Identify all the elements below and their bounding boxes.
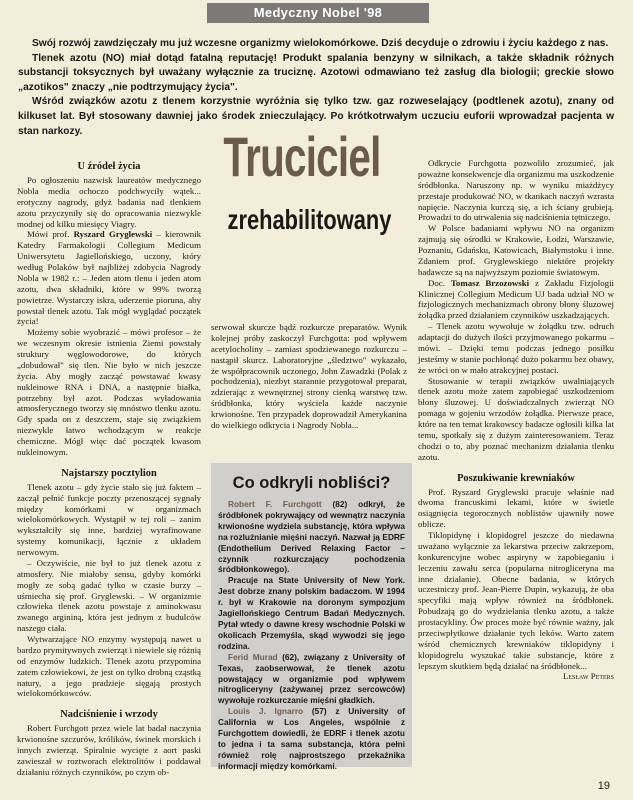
- lead-line-1: Swój rozwój zawdzięczały mu już wczesne organizmy wielokomórkowe. Dziś decyduje o zdrowiu i życiu każdego z nas.: [32, 38, 609, 49]
- laureate-name: Ferid Murad: [228, 651, 278, 662]
- col1-p7: Robert Furchgott przez wiele lat badał naczynia krwionośne szczurów, królików, świnek morskich i innych zwierząt. Spiralnie wycięte z aort paski zawieszał w roztworach elektrolitów i poddawał działaniu różnych czynników, po czym ob-: [17, 723, 201, 777]
- sidebar-entry: Robert F. Furchgott (82) odkrył, że śródbłonek pokrywający od wewnątrz naczynia krwionośne wydziela substancję, która wpływa na rozluźnianie mięśni naczyń. Nazwał ją EDRF (Endothelium Derived Relaxing Factor – czynnik rozkurczający pochodzenia śródbłonkowego).: [218, 499, 405, 575]
- col3-p7: Tiklopidynę i klopidogrel jeszcze do niedawna uważano wyłącznie za lekarstwa przeciw zakrzepom, konkurencyjne wobec aspiryny w zapobieganiu i leczeniu zawału serca (popularna nitrogliceryna ma inne działanie). Obecne badania, w których uczestniczy prof. Jean-Pierre Dupin, wykazują, że oba specyfiki mają wpływ również na śródbłonek. Pobudzają go do wydzielania tlenku azotu, a także prostacykliny. Ów proces może być równie ważny, jak przeciwpłytkowe działanie tych leków. Warto zatem wśród chemicznych krewniaków tiklopidyny i klopidogrelu wyszukać takie substancje, które z lepszym skutkiem będą działać na śródbłonek...: [418, 530, 614, 671]
- col3-p4: – Tlenek azotu wywołuje w żołądku tzw. odruch adaptacji do dużych ilości przyjmowanego pokarmu – mówi. – Dzięki temu podczas jednego posiłku jesteśmy w stanie pochłonąć dużo pokarmu bez obawy, że wróci on w mało atrakcyjnej postaci.: [418, 321, 614, 375]
- sidebar-box: [211, 463, 412, 771]
- col3-p2: W Polsce badaniami wpływu NO na organizm zajmują się ośrodki w Krakowie, Łodzi, Warszawie, Poznaniu, Gdańsku, Katowicach, Białymstoku i inne. Zdaniem prof. Gryglewskiego niektóre projekty badawcze są na najwyższym poziomie światowym.: [418, 223, 614, 277]
- col3-p6: Prof. Ryszard Gryglewski pracuje właśnie nad dwoma francuskimi lekami, które w świetle osiągnięcia tegorocznych noblistów ujawniły nowe oblicze.: [418, 486, 614, 530]
- lead-paragraph: [18, 37, 614, 139]
- column-left: [17, 160, 201, 778]
- page-number: 19: [597, 780, 610, 792]
- sidebar-entry: Ferid Murad (62), związany z University of Texas, zaobserwował, że tlenek azotu powstający w organizmie pod wpływem nitrogliceryny (zażywanej przez sercowców) wywołuje rozkurczanie mięśni gładkich.: [218, 651, 405, 706]
- col1-p2: Mówi prof. Ryszard Gryglewski – kierownik Katedry Farmakologii Collegium Medicum Uniwersytetu Jagiellońskiego, uczony, który według Polaków był najbliżej zdobycia Nagrody Nobla w 1982 r.: – Jeden atom tlenu i jeden atom azotu, dwa składniki, które w 99% tworzą powietrze. Wystarczy iskra, uderzenie pioruna, aby powstał tlenek azotu. Tak mógł wyglądać początek życia!: [17, 229, 202, 327]
- laureate-name: Louis J. Ignarro: [228, 706, 304, 717]
- lead-line-3: Wśród związków azotu z tlenem korzystnie wyróżnia się tylko tzw. gaz rozweselający (podtlenek azotu), znany od kilkuset lat. Był stosowany dawniej jako środek znieczulający. Po krótkotrwałym uczuciu euforii wprowadzał pacjenta w stan narkozy.: [18, 96, 614, 137]
- sidebar-title: Co odkryli nobliści?: [232, 474, 391, 492]
- laureate-name: Robert F. Furchgott: [228, 499, 322, 509]
- sidebar-body: [218, 499, 405, 772]
- lead-line-2: Tlenek azotu (NO) miał dotąd fatalną reputację! Produkt spalania benzyny w silnikach, a także składnik różnych substancji toksycznych był uważany wyłącznie za truciznę. Azotowi odmawiano też zasług dla biologii; greckie słowo „azotikos" znaczy „nie podtrzymujący życia".: [18, 52, 614, 93]
- sidebar-entry: Louis J. Ignarro (57) z University of California w Los Angeles, wspólnie z Furchgottem dowiedli, że EDRF i tlenek azotu to jedna i ta sama substancja, która pełni również rolę najprostszego przekaźnika informacji między komórkami.: [218, 706, 405, 771]
- col1-p4: Tlenek azotu – gdy życie stało się już faktem – zaczął pełnić funkcje poczty przenoszącej sygnały między komórkami w organizmach wielokomórkowych. Wystąpił w tej roli – zanim wykształciły się inne, bardziej wyrafinowane systemy komunikacji, łącznie z układem nerwowym.: [17, 481, 201, 557]
- name-gryglewski: Ryszard Gryglewski: [73, 229, 153, 240]
- name-brzozowski: Tomasz Brzozowski: [450, 277, 530, 288]
- col3-p5: Stosowanie w terapii związków uwalniających tlenek azotu może zatem zapobiegać uszkodzeniom błony śluzowej. U doświadczalnych zwierząt NO pomaga w gojeniu wrzodów żołądka. Pierwsze prace, które na ten temat krakowscy badacze ogłosili kilka lat temu, spotkały się z dużym zainteresowaniem. Teraz chodzi o to, aby poznać mechanizm działania tlenku azotu.: [418, 375, 614, 462]
- subheading-krewniacy: Poszukiwanie krewniaków: [457, 472, 575, 484]
- subheading-zrodla: U źródeł życia: [77, 161, 141, 172]
- column-middle: [211, 322, 407, 431]
- col3-p3: Doc. Tomasz Brzozowski z Zakładu Fizjologii Klinicznej Collegium Medicum UJ bada udział NO w fizjologicznych mechanizmach obrony błony śluzowej żołądka przed działaniem czynników uszkadzających.: [418, 277, 615, 321]
- author-signature: Lesław Peters: [562, 671, 614, 682]
- col1-p6: Wytwarzające NO enzymy występują nawet u bardzo prymitywnych zwierząt i niewiele się różnią od enzymów ludzkich. Tlenek azotu przypomina zatem człowiekowi, że jest on tylko drobną cząstką natury, a jego pradzieje sięgają prostych wielokomórkowców.: [17, 634, 201, 699]
- col1-p3: Możemy sobie wyobrazić – mówi profesor – że we wczesnym okresie istnienia Ziemi powstały struktury węglowodorowe, do których „dobudował" się tlen. Nie było w nich jeszcze życia. Aby mogły zacząć powstawać kwasy nukleinowe RNA i DNA, a następnie białka, potrzebny był azot. Podczas wyładowania atmosferycznego tworzy się mnóstwo tlenku azotu. Gdy spada on z deszczem, staje się związkiem niezwykle łatwo wchodzącym w reakcje chemiczne. Mógł więc dać początek kwasom nukleinowym.: [17, 327, 201, 457]
- col1-p1: Po ogłoszeniu nazwisk laureatów medycznego Nobla media ochoczo podchwyciły wątek... erotyczny nagrody, gdyż badania nad tlenkiem azotu przyczyniły się do opracowania niezwykle modnej od kilku miesięcy Viagry.: [17, 175, 201, 229]
- subheading-pocztylion: Najstarszy pocztylion: [61, 467, 157, 479]
- article-title: Truciciel: [223, 125, 381, 188]
- col3-p1: Odkrycie Furchgotta pozwoliło zrozumieć, jak poważne konsekwencje dla organizmu ma uszkodzenie śródbłonka. Naruszony np. w wyniku miażdżycy przestaje produkować NO, w tkankach naczyń wzrasta napięcie. Naczynia kurczą się, a ich ściany grubieją. Prowadzi to do utrwalenia się nadciśnienia tętniczego.: [418, 158, 614, 223]
- section-header: Medyczny Nobel '98: [207, 3, 429, 23]
- column-right: [418, 158, 614, 682]
- article-subtitle: zrehabilitowany: [227, 204, 392, 235]
- sidebar-entry: Pracuje na State University of New York. Jest dobrze znany polskim badaczom. W 1994 r. był w Krakowie na doronym sympozjum Jagiellońskiego Centrum Badań Medycznych. Pytał wtedy o dawne kresy wschodnie Polski w okolicach Przemyśla, skąd wywodzi się jego rodzina.: [218, 575, 405, 651]
- col2-p1: serwował skurcze bądź rozkurcze preparatów. Wynik kolejnej próby zaskoczył Furchgotta: pod wpływem acetylocholiny – zamiast spodziewanego rozkurczu – nastąpił skurcz. Laboratoryjne „śledztwo" wykazało, że współpracownik uczonego, John Zawadzki (Polak z pochodzenia), niezbyt starannie przygotował preparat, zdzierając z wewnętrznej strony cienką warstwę tzw. śródbłonka, który wyściela każde naczynie krwionośne. Ten przypadek doprowadził Amerykanina do wielkiego odkrycia i Nagrody Nobla...: [211, 322, 407, 430]
- subheading-nadcisnienie: Nadciśnienie i wrzody: [60, 709, 158, 721]
- col1-p5: – Oczywiście, nie był to już tlenek azotu z atmosfery. Nie miałoby sensu, gdyby komórki mogły ze sobą gadać tylko w czasie burzy – uśmiecha się prof. Gryglewski. – W organizmie człowieka tlenek azotu powstaje z aminokwasu zwanego argininą, która jest jednym z budulców naszego ciała.: [17, 557, 201, 634]
